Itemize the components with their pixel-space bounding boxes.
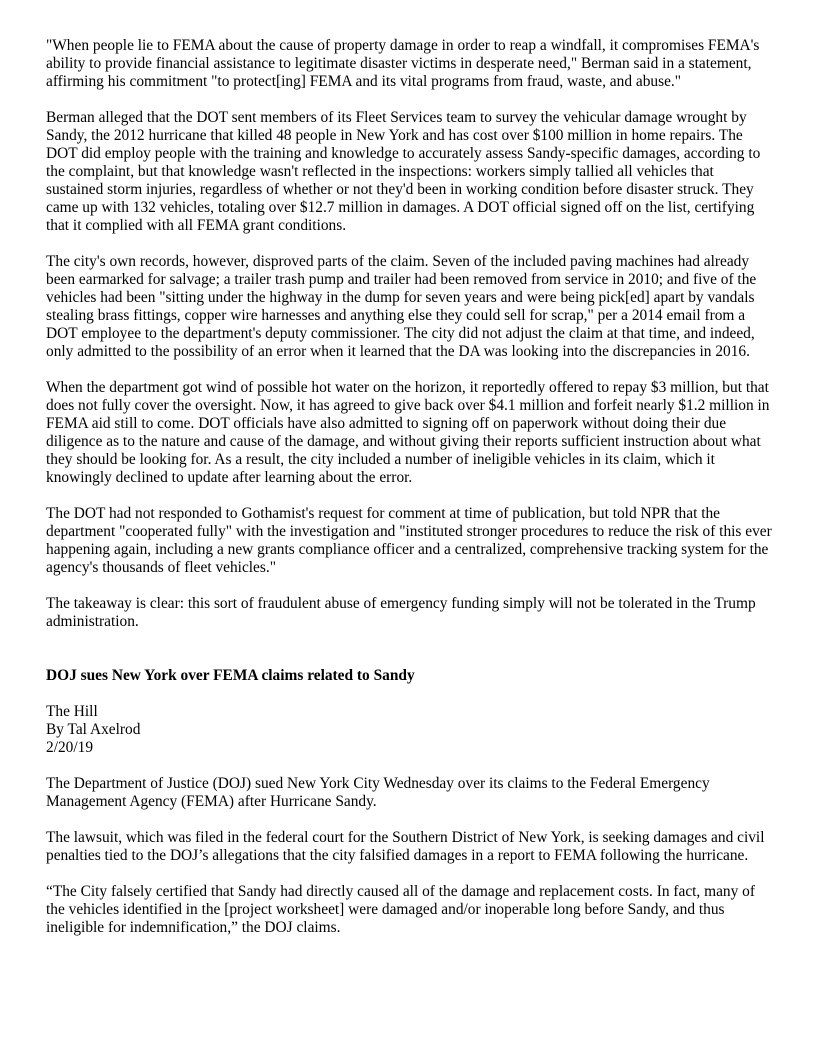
publish-date: 2/20/19 bbox=[46, 739, 94, 756]
byline-block bbox=[46, 703, 774, 757]
article-headline: DOJ sues New York over FEMA claims related to Sandy bbox=[46, 667, 415, 684]
paragraph: The DOT had not responded to Gothamist's request for comment at time of publication, but told NPR that the department "cooperated fully" with the investigation and "instituted stronger procedures to reduce the risk of this ever happening again, including a new grants compliance officer and a centralized, comprehensive tracking system for the agency's thousands of fleet vehicles." bbox=[46, 505, 772, 576]
paragraph: The city's own records, however, disproved parts of the claim. Seven of the included paving machines had already been earmarked for salvage; a trailer trash pump and trailer had been removed from service in 2010; and five of the vehicles had been "sitting under the highway in the dump for seven years and were being pick[ed] apart by vandals stealing brass fittings, copper wire harnesses and anything else they could sell for scrap," per a 2014 email from a DOT employee to the department's deputy commissioner. The city did not adjust the claim at that time, and indeed, only admitted to the possibility of an error when it learned that the DA was looking into the discrepancies in 2016. bbox=[46, 253, 757, 360]
paragraph: Berman alleged that the DOT sent members of its Fleet Services team to survey the vehicular damage wrought by Sandy, the 2012 hurricane that killed 48 people in New York and has cost over $100 million in home repairs. The DOT did employ people with the training and knowledge to accurately assess Sandy-specific damages, according to the complaint, but that knowledge wasn't reflected in the inspections: workers simply tallied all vehicles that sustained storm injuries, regardless of whether or not they'd been in working condition before disaster struck. They came up with 132 vehicles, totaling over $12.7 million in damages. A DOT official signed off on the list, certifying that it complied with all FEMA grant conditions. bbox=[46, 109, 761, 234]
paragraph: When the department got wind of possible hot water on the horizon, it reportedly offered to repay $3 million, but that does not fully cover the oversight. Now, it has agreed to give back over $4.1 million and forfeit nearly $1.2 million in FEMA aid still to come. DOT officials have also admitted to signing off on paperwork without doing their due diligence as to the nature and cause of the damage, and without giving their reports sufficient instruction about what they should be looking for. As a result, the city included a number of ineligible vehicles in its claim, which it knowingly declined to update after learning about the error. bbox=[46, 379, 770, 486]
quote-paragraph: “The City falsely certified that Sandy had directly caused all of the damage and replacement costs. In fact, many of the vehicles identified in the [project worksheet] were damaged and/or inoperable long before Sandy, and thus ineligible for indemnification,” the DOJ claims. bbox=[46, 883, 755, 936]
paragraph: The lawsuit, which was filed in the federal court for the Southern District of New York, is seeking damages and civil penalties tied to the DOJ’s allegations that the city falsified damages in a report to FEMA following the hurricane. bbox=[46, 829, 765, 864]
article-doj-sues-new-york bbox=[46, 667, 774, 937]
paragraph: The takeaway is clear: this sort of fraudulent abuse of emergency funding simply will not be tolerated in the Trump administration. bbox=[46, 595, 756, 630]
document-page bbox=[46, 37, 774, 955]
article-fema-fraud-continued bbox=[46, 37, 774, 631]
author-byline: By Tal Axelrod bbox=[46, 721, 141, 738]
source-name: The Hill bbox=[46, 703, 98, 720]
paragraph: The Department of Justice (DOJ) sued New York City Wednesday over its claims to the Federal Emergency Management Agency (FEMA) after Hurricane Sandy. bbox=[46, 775, 710, 810]
quote-paragraph: "When people lie to FEMA about the cause of property damage in order to reap a windfall, it compromises FEMA's ability to provide financial assistance to legitimate disaster victims in desperate need," Berman said in a statement, affirming his commitment "to protect[ing] FEMA and its vital programs from fraud, waste, and abuse." bbox=[46, 37, 760, 90]
